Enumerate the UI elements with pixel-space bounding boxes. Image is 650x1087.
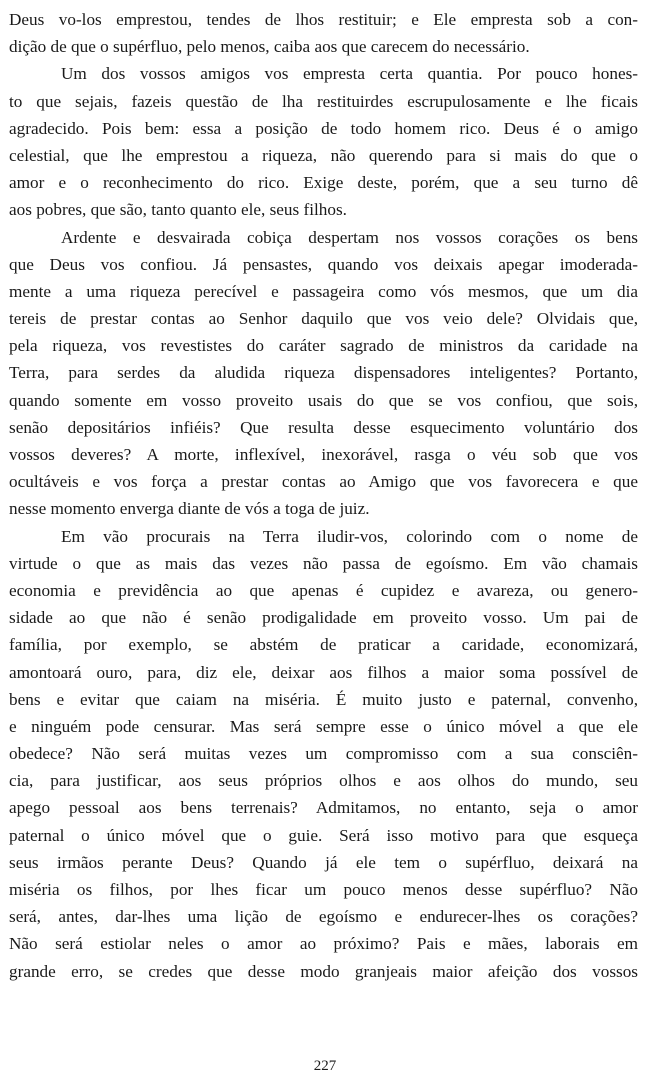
text-line: mente a uma riqueza perecível e passageira como vós mesmos, que um dia: [9, 281, 638, 301]
text-line: miséria os filhos, por lhes ficar um pouco menos desse supérfluo? Não: [9, 880, 638, 899]
page-number: 227: [313, 1058, 337, 1074]
paragraph: [9, 60, 638, 223]
text-line: to que sejais, fazeis questão de lha restituirdes escrupulosamente e lhe ficais: [9, 91, 638, 111]
text-line: será, antes, dar-lhes uma lição de egoísmo e endurecer-lhes os corações?: [9, 907, 638, 927]
text-line: Em vão procurais na Terra iludir-vos, colorindo com o nome de: [61, 526, 638, 546]
text-line: Não será estiolar neles o amor ao próximo? Pais e mães, laborais em: [9, 934, 638, 954]
text-line: grande erro, se credes que desse modo granjeais maior afeição dos vossos: [9, 961, 638, 981]
text-line: agradecido. Pois bem: essa a posição de todo homem rico. Deus é o amigo: [9, 118, 638, 138]
text-line: senão depositários infiéis? Que resulta desse esquecimento voluntário dos: [9, 417, 638, 437]
text-line: amontoará ouro, para, diz ele, deixar aos filhos a maior soma possível de: [9, 662, 638, 682]
text-line: Terra, para serdes da aludida riqueza dispensadores inteligentes? Portanto,: [9, 363, 638, 383]
text-line: família, por exemplo, se abstém de praticar a caridade, economizará,: [9, 635, 638, 655]
text-line: quando somente em vosso proveito usais do que se vos confiou, que sois,: [9, 390, 638, 410]
text-line: obedece? Não será muitas vezes um compromisso com a sua consciên-: [9, 744, 638, 764]
text-line: ocultáveis e vos força a prestar contas ao Amigo que vos favorecera e que: [9, 472, 638, 492]
text-line: virtude o que as mais das vezes não passa de egoísmo. Em vão chamais: [9, 553, 638, 573]
text-line: tereis de prestar contas ao Senhor daquilo que vos veio dele? Olvidais que,: [9, 309, 638, 329]
text-line: sidade ao que não é senão prodigalidade em proveito vosso. Um pai de: [9, 608, 638, 628]
paragraph: [9, 6, 638, 60]
text-line: nesse momento enverga diante de vós a toga de juiz.: [9, 499, 370, 519]
text-line: celestial, que lhe emprestou a riqueza, não querendo para si mais do que o: [9, 145, 638, 165]
text-line: paternal o único móvel que o guie. Será isso motivo para que esqueça: [9, 825, 638, 845]
text-line: que Deus vos confiou. Já pensastes, quando vos deixais apegar imoderada-: [9, 254, 638, 274]
text-line: aos pobres, que são, tanto quanto ele, seus filhos.: [9, 200, 347, 220]
paragraph: [9, 224, 638, 523]
text-line: Um dos vossos amigos vos empresta certa quantia. Por pouco hones-: [61, 64, 638, 84]
text-line: pela riqueza, vos revestistes do caráter sagrado de ministros da caridade na: [9, 336, 638, 356]
text-line: Deus vo-los emprestou, tendes de lhos restituir; e Ele empresta sob a con-: [9, 10, 638, 29]
text-line: vossos deveres? A morte, inflexível, inexorável, rasga o véu sob que vos: [9, 445, 638, 464]
text-line: bens e evitar que caiam na miséria. É muito justo e paternal, convenho,: [9, 689, 638, 709]
text-line: Ardente e desvairada cobiça despertam nos vossos corações os bens: [61, 227, 638, 247]
paragraph: [9, 523, 638, 985]
text-line: dição de que o supérfluo, pelo menos, caiba aos que carecem do necessário.: [9, 37, 530, 57]
text-line: amor e o reconhecimento do rico. Exige deste, porém, que a seu turno dê: [9, 173, 638, 193]
text-line: cia, para justificar, aos seus próprios olhos e aos olhos do mundo, seu: [9, 771, 638, 791]
text-line: seus irmãos perante Deus? Quando já ele tem o supérfluo, deixará na: [9, 852, 638, 872]
text-line: apego pessoal aos bens terrenais? Admitamos, no entanto, seja o amor: [9, 798, 638, 818]
text-line: economia e previdência ao que apenas é cupidez e avareza, ou genero-: [9, 580, 638, 600]
body-text: [9, 6, 638, 985]
text-line: e ninguém pode censurar. Mas será sempre esse o único móvel a que ele: [9, 716, 638, 736]
